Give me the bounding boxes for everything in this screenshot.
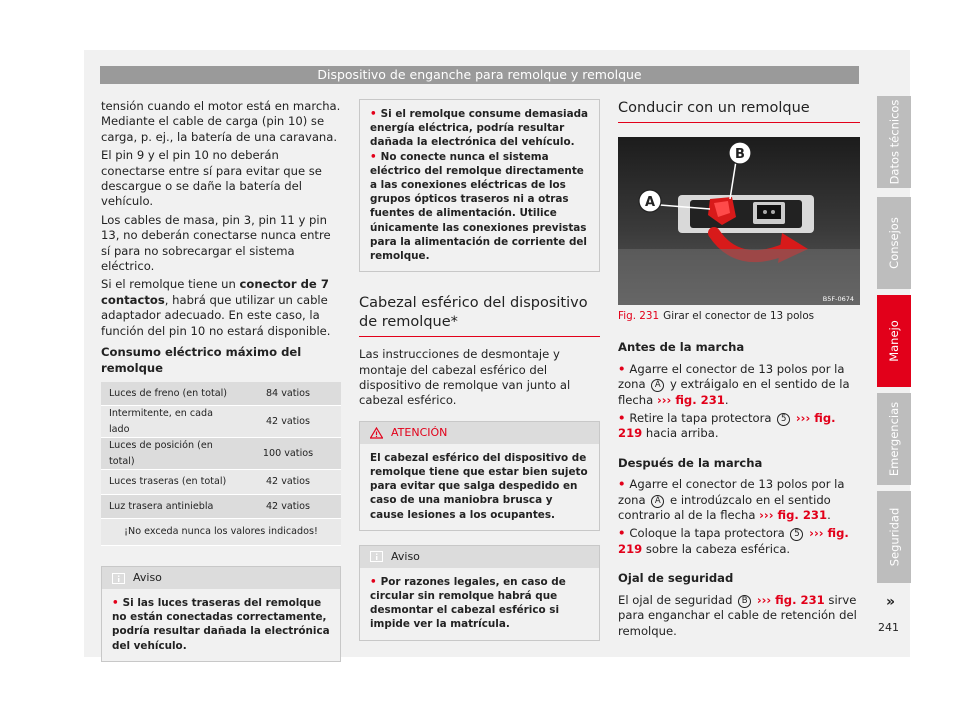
figure-link[interactable]: ››› fig. 231	[656, 392, 725, 407]
bullet-icon: •	[370, 108, 377, 120]
paragraph: El pin 9 y el pin 10 no deberán conectarse entre sí para evitar que se descargue o se dañe la batería del vehículo.	[101, 148, 322, 209]
marker-5: 5	[790, 528, 803, 541]
bullet-icon: •	[112, 597, 119, 610]
info-icon	[112, 573, 125, 584]
warning-icon	[370, 427, 383, 439]
table-title: Consumo eléctrico máximo del remolque	[101, 345, 302, 375]
divider	[618, 122, 860, 123]
table-row: Luz trasera antiniebla 42 vatios	[101, 494, 341, 519]
paragraph: El ojal de seguridad B ››› fig. 231 sirve para enganchar el cable de retención del remolque.	[618, 592, 857, 638]
section-title: Conducir con un remolque	[618, 100, 810, 116]
figure-link[interactable]: ››› fig. 219	[618, 526, 849, 556]
aviso-box: Aviso • Por razones legales, en caso de circular sin remolque habrá que desmontar el cabezal esférico si impide ver la matrícula.	[359, 545, 600, 641]
table-row: Luces de posición (en total) 100 vatios	[101, 438, 341, 470]
figure-link[interactable]: ››› fig. 231	[756, 592, 825, 607]
power-table	[101, 382, 341, 546]
warning-continuation-box: • Si el remolque consume demasiada energía eléctrica, podría resultar dañada la electrónica del vehículo. • No conecte nunca el sistema eléctrico del remolque directamente a las conexiones eléctricas de los grupos ópticos traseros ni a otras fuentes de alimentación. Utilice únicamente las conexiones previstas para la alimentación de corriente del remolque.	[359, 99, 600, 272]
figure-code: B5F-0674	[822, 295, 854, 303]
paragraph: Los cables de masa, pin 3, pin 11 y pin 13, no deberán conectarse nunca entre sí para no sobrecargar el sistema eléctrico.	[101, 212, 331, 274]
paragraph: Si el remolque tiene un conector de 7 contactos, habrá que utilizar un cable adaptador adecuado. En este caso, la función del pin 10 no estará disponible.	[101, 277, 331, 338]
figure-caption: Fig. 231 Girar el conector de 13 polos	[618, 310, 815, 322]
list-item: • Agarre el conector de 13 polos por la zona A y extráigalo en el sentido de la flecha ››› fig. 231.	[618, 361, 850, 407]
marker-b: B	[738, 595, 751, 608]
table-row: Luces de freno (en total) 84 vatios	[101, 382, 341, 406]
tab-datos-tecnicos[interactable]: Datos técnicos	[877, 96, 911, 188]
list-item: • Retire la tapa protectora 5 ››› fig. 219 hacia arriba.	[618, 411, 836, 441]
column-1	[101, 99, 341, 662]
atencion-box: ATENCIÓN El cabezal esférico del dispositivo de remolque tiene que estar bien sujeto para evitar que salga despedido en caso de una maniobra brusca y cause lesiones a los ocupantes.	[359, 421, 600, 531]
marker-5: 5	[777, 413, 790, 426]
section-title: Cabezal esférico del dispositivo de remolque*	[359, 295, 588, 331]
section-cabezal	[359, 294, 600, 337]
page-number: 241	[878, 621, 899, 634]
subheading: Después de la marcha	[618, 455, 763, 470]
continue-mark: »	[886, 594, 896, 610]
table-note-row: ¡No exceda nunca los valores indicados!	[101, 519, 341, 546]
tab-emergencias[interactable]: Emergencias	[877, 393, 911, 485]
table-row: Intermitente, en cada lado 42 vatios	[101, 406, 341, 438]
connector-illustration	[618, 137, 860, 305]
paragraph: tensión cuando el motor está en marcha. Mediante el cable de carga (pin 10) se carga, p. ej., la batería de una caravana.	[101, 99, 341, 144]
callout-b: B	[735, 147, 745, 162]
subheading: Antes de la marcha	[618, 340, 745, 355]
bullet-icon: •	[370, 150, 377, 163]
callout-a: A	[644, 195, 656, 210]
marker-a: A	[651, 379, 664, 392]
table-row: Luces traseras (en total) 42 vatios	[101, 470, 341, 495]
tab-manejo[interactable]: Manejo	[877, 295, 911, 387]
info-icon	[370, 551, 383, 562]
aviso-box: Aviso • Si las luces traseras del remolque no están conectadas correctamente, podría resultar dañada la electrónica del vehículo.	[101, 566, 341, 662]
figure-link[interactable]: ››› fig. 231	[759, 508, 828, 523]
aviso-title: Aviso	[102, 567, 340, 589]
column-2	[359, 99, 600, 641]
atencion-title: ATENCIÓN	[360, 422, 599, 444]
figure-link[interactable]: ››› fig. 219	[618, 411, 836, 441]
figure-231	[618, 137, 860, 305]
list-item: • Agarre el conector de 13 polos por la zona A e introdúzcalo en el sentido contrario al de la flecha ››› fig. 231.	[618, 477, 845, 523]
marker-a: A	[651, 495, 664, 508]
column-3	[618, 99, 860, 642]
divider	[359, 336, 600, 337]
subheading: Ojal de seguridad	[618, 571, 734, 586]
tab-consejos[interactable]: Consejos	[877, 197, 911, 289]
page-header: Dispositivo de enganche para remolque y remolque	[100, 66, 859, 84]
paragraph: Las instrucciones de desmontaje y montaje del cabezal esférico del dispositivo de remolque van junto al cabezal esférico.	[359, 347, 571, 408]
bullet-icon: •	[370, 575, 377, 588]
list-item: • Coloque la tapa protectora 5 ››› fig. 219 sobre la cabeza esférica.	[618, 526, 849, 556]
tab-seguridad[interactable]: Seguridad	[877, 491, 911, 583]
aviso-title: Aviso	[360, 546, 599, 568]
